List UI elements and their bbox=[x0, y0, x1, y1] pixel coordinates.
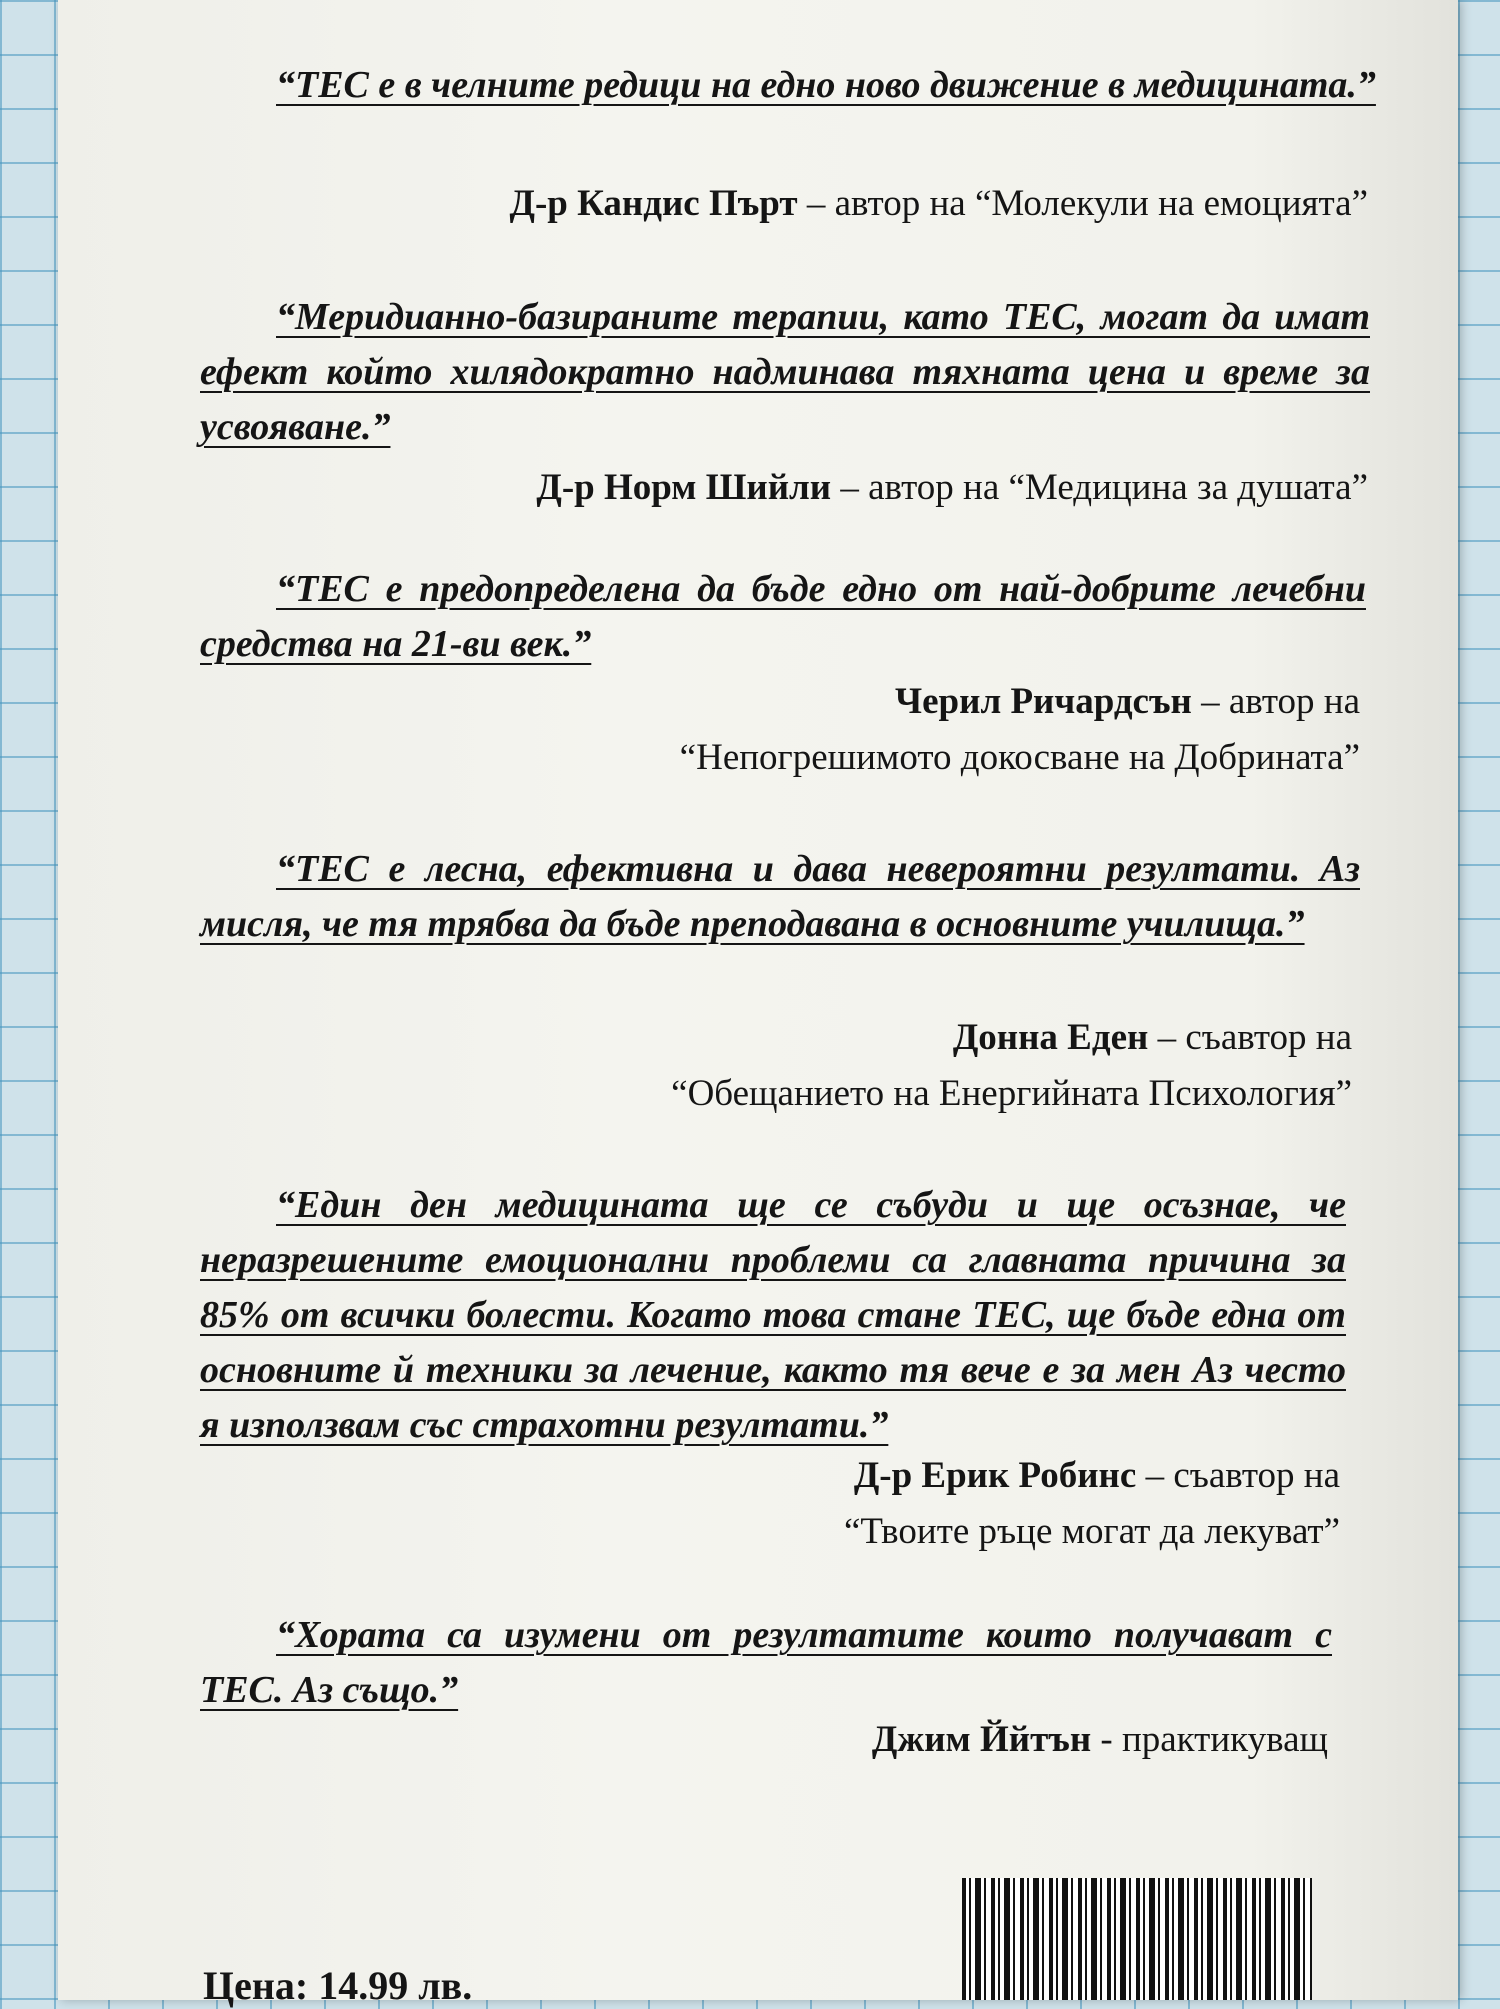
quote-attribution bbox=[200, 1712, 1328, 1768]
quote-attribution bbox=[200, 176, 1368, 232]
quote-text: “Хората са изумени от резултатите които получават с ТЕС. Аз също.” bbox=[200, 1614, 1332, 1711]
attribution-author: Д-р Кандис Пърт bbox=[509, 183, 798, 224]
attribution-author: Джим Ййтън bbox=[871, 1719, 1092, 1760]
attribution-book: “Обещанието на Енергийната Психология” bbox=[671, 1073, 1352, 1114]
attribution-role: – автор на bbox=[1191, 681, 1360, 722]
attribution-book: “Твоите ръце могат да лекуват” bbox=[844, 1511, 1340, 1552]
price-label: Цена: 14.99 лв. bbox=[203, 1963, 473, 2008]
attribution-book: “Непогрешимото докосване на Добрината” bbox=[679, 737, 1360, 778]
attribution-role: – автор на “Молекули на емоцията” bbox=[797, 183, 1368, 224]
quote-text: “Един ден медицината ще се събуди и ще осъзнае, че неразрешените емоционални проблеми са главната причина за 85% от всички болести. Когато това стане ТЕС, ще бъде една от основните й техники за лечение, както тя вече е за мен Аз често я използвам със страхотни резултати.” bbox=[200, 1184, 1346, 1446]
attribution-author: Донна Еден bbox=[952, 1017, 1149, 1058]
quote-attribution bbox=[200, 460, 1368, 516]
quote-text: “ТЕС е предопределена да бъде едно от най-добрите лечебни средства на 21-ви век.” bbox=[200, 568, 1366, 665]
attribution-role: – съавтор на bbox=[1148, 1017, 1352, 1058]
quote-attribution bbox=[200, 1448, 1340, 1560]
quote-text: “Меридианно-базираните терапии, като ТЕС, могат да имат ефект който хилядократно надминава тяхната цена и време за усвояване.” bbox=[200, 296, 1370, 448]
attribution-role: - практикуващ bbox=[1091, 1719, 1328, 1760]
attribution-author: Черил Ричардсън bbox=[894, 681, 1192, 722]
attribution-role: – съавтор на bbox=[1136, 1455, 1340, 1496]
attribution-role: – автор на “Медицина за душата” bbox=[831, 467, 1368, 508]
quote-attribution bbox=[200, 674, 1360, 786]
quote-text: “ТЕС е лесна, ефективна и дава невероятни резултати. Аз мисля, че тя трябва да бъде преподавана в основните училища.” bbox=[200, 848, 1360, 945]
barcode bbox=[962, 1878, 1312, 2000]
attribution-author: Д-р Норм Шийли bbox=[536, 467, 832, 508]
attribution-author: Д-р Ерик Робинс bbox=[853, 1455, 1137, 1496]
quote-text: “ТЕС е в челните редици на едно ново движение в медицината.” bbox=[276, 64, 1376, 106]
quote-attribution bbox=[200, 1010, 1352, 1122]
